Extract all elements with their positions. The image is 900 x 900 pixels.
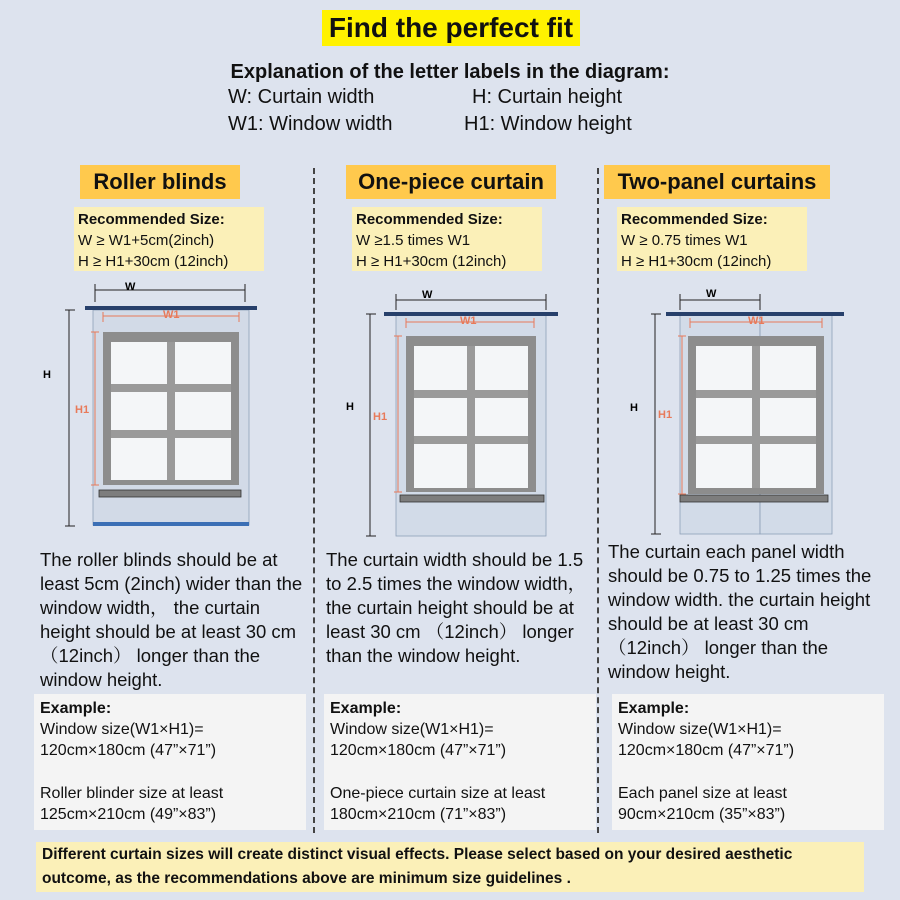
label-w: W	[422, 289, 433, 301]
label-h1: H1	[658, 409, 673, 421]
recommended-height: H ≥ H1+30cm (12inch)	[356, 253, 507, 270]
example-product-label: Each panel size at least	[618, 785, 787, 802]
roller-blind-diagram	[35, 280, 275, 535]
recommended-width: W ≥ W1+5cm(2inch)	[78, 232, 215, 249]
two-panel-recommended	[617, 207, 807, 271]
example-window-size-label: Window size(W1×H1)=	[330, 721, 494, 738]
roller-blinds-recommended	[74, 207, 264, 271]
example-heading: Example:	[40, 700, 112, 717]
legend-w1: W1: Window width	[228, 113, 393, 135]
example-product-label: One-piece curtain size at least	[330, 785, 546, 802]
window-sill	[400, 495, 544, 502]
label-h1: H1	[75, 404, 90, 416]
example-heading: Example:	[618, 700, 690, 717]
one-piece-example	[324, 694, 596, 830]
legend-h: H: Curtain height	[472, 86, 623, 108]
example-window-size: 120cm×180cm (47”×71”)	[618, 742, 795, 759]
example-window-size: 120cm×180cm (47”×71”)	[330, 742, 507, 759]
example-product-size: 90cm×210cm (35”×83”)	[618, 806, 786, 823]
label-h: H	[630, 402, 638, 414]
label-w: W	[706, 288, 717, 300]
legend-h1: H1: Window height	[464, 113, 632, 135]
example-product-size: 125cm×210cm (49”×83”)	[40, 806, 217, 823]
example-window-size-label: Window size(W1×H1)=	[618, 721, 782, 738]
two-panel-curtains-title: Two-panel curtains	[604, 165, 830, 199]
example-heading: Example:	[330, 700, 402, 717]
example-window-size: 120cm×180cm (47”×71”)	[40, 742, 217, 759]
explanation-heading: Explanation of the letter labels in the diagram:	[230, 61, 670, 83]
blind-bottom-bar	[93, 522, 249, 526]
example-window-size-label: Window size(W1×H1)=	[40, 721, 204, 738]
footer-note: Different curtain sizes will create distinct visual effects. Please select based on your desired aesthetic outcome, as the recommendations above are minimum size guidelines .	[36, 842, 864, 892]
column-divider-1	[313, 168, 315, 833]
one-piece-recommended	[352, 207, 542, 271]
label-h1: H1	[373, 411, 388, 423]
two-panel-curtain-diagram	[610, 280, 880, 540]
window-sill	[99, 490, 241, 497]
label-h: H	[346, 401, 354, 413]
two-panel-description: The curtain each panel width should be 0.75 to 1.25 times the window width. the curtain height should be at least 30 cm（12inch） longer than the window height.	[608, 541, 872, 682]
legend-w: W: Curtain width	[228, 86, 375, 108]
label-h: H	[43, 369, 51, 381]
page-title: Find the perfect fit	[322, 10, 580, 46]
one-piece-curtain-diagram	[320, 280, 580, 540]
two-panel-example	[612, 694, 884, 830]
recommended-height: H ≥ H1+30cm (12inch)	[621, 253, 772, 270]
label-w1: W1	[460, 315, 477, 327]
one-piece-description: The curtain width should be 1.5 to 2.5 times the window width， the curtain height should be at least 30 cm （12inch） longer than the window height.	[326, 549, 587, 666]
recommended-heading: Recommended Size:	[78, 211, 225, 228]
recommended-heading: Recommended Size:	[356, 211, 503, 228]
column-divider-2	[597, 168, 599, 833]
recommended-heading: Recommended Size:	[621, 211, 768, 228]
roller-blinds-description: The roller blinds should be at least 5cm (2inch) wider than the window width， the curtain height should be at least 30 cm（12inch） longer than the window height.	[40, 549, 303, 690]
roller-blinds-example	[34, 694, 306, 830]
example-product-label: Roller blinder size at least	[40, 785, 224, 802]
recommended-height: H ≥ H1+30cm (12inch)	[78, 253, 229, 270]
recommended-width: W ≥1.5 times W1	[356, 232, 471, 249]
one-piece-curtain-title: One-piece curtain	[346, 165, 556, 199]
recommended-width: W ≥ 0.75 times W1	[621, 232, 748, 249]
label-w1: W1	[163, 309, 180, 321]
roller-blinds-title: Roller blinds	[80, 165, 240, 199]
label-w1: W1	[748, 315, 765, 327]
label-w: W	[125, 281, 136, 293]
example-product-size: 180cm×210cm (71”×83”)	[330, 806, 507, 823]
window-sill	[680, 495, 828, 502]
